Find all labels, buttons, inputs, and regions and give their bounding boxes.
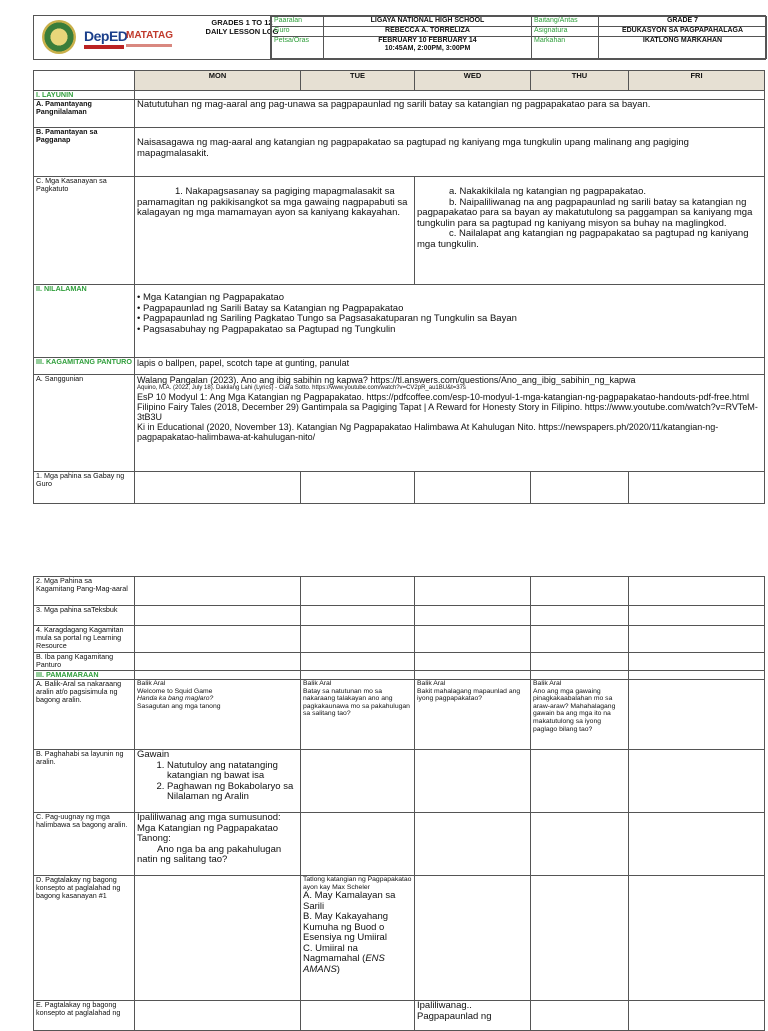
kasanayan-label: C. Mga Kasanayan sa Pagkatuto (34, 177, 135, 285)
nilalaman-item: • Mga Katangian ng Pagpapakatao (137, 292, 284, 303)
gabay-fri (629, 472, 765, 504)
blank-corner (34, 71, 135, 91)
header-info-grid (270, 16, 766, 59)
day-fri: FRI (629, 71, 765, 91)
baitang-value: GRADE 7 (599, 17, 767, 27)
nilalaman-list-cell (135, 285, 765, 358)
kasanayan-a: a. Nakakikilala ng katangian ng pagpapakatao. (449, 186, 647, 197)
petsa-times: 10:45AM, 2:00PM, 3:00PM (384, 45, 471, 53)
nilalaman-item: • Pagpapaunlad ng Sarili Batay sa Katangian ng Pagpapakatao (137, 302, 404, 314)
balik-aral-wed: Balik Aral Bakit mahalagang mapaunlad ang iyong pagpapakatao? (415, 680, 531, 750)
logo-area (34, 16, 178, 59)
grades-label: GRADES 1 TO 12 (211, 18, 273, 27)
balik-aral-label: A. Balik-Aral sa nakaraang aralin at/o pagsisimula ng bagong aralin. (34, 680, 135, 750)
kagamitang-pang-mag-aaral-label: 2. Mga Pahina sa Kagamitang Pang-Mag-aaral (34, 577, 135, 606)
pagtalakay-2-wed: Ipaliliwanag.. Pagpapaunlad ng (415, 1001, 531, 1031)
pagtalakay-1-label: D. Pagtalakay ng bagong konsepto at paglalahad ng bagong kasanayan #1 (34, 876, 135, 1001)
reference-item: Walang Pangalan (2023). Ano ang ibig sabihin ng kapwa? https://tl.answers.com/questions/Ano_ang_ibig_sabihin_ng_kapwa (137, 375, 636, 385)
paghahabi-mon: Gawain 1. Natutuloy ang natatanging katangian ng bawat isa 2. Paghawan ng Bokabolaryo sa Nilalaman ng Aralin (135, 750, 301, 813)
kasanayan-b: b. Naipaliliwanag na ang pagpapaunlad ng sarili batay sa katangian ng pagpapakatao para sa bayan ay makatutulong sa paggampan sa kaniyang mga tungkulin para sa pagtupad ng kaniyang misyon sa buhay na maglingkod. (417, 196, 753, 229)
lesson-log-table-page2 (33, 576, 765, 1031)
kasanayan-right (415, 177, 765, 285)
day-mon: MON (135, 71, 301, 91)
gabay-wed (415, 472, 531, 504)
balik-aral-thu: Balik Aral Ano ang mga gawaing pinagkakaabalahan mo sa araw-araw? Mahahalagang gawain ba ang mga ito na makatutulong sa iyong paglago bilang tao? (531, 680, 629, 750)
day-tue: TUE (301, 71, 415, 91)
layunin-blank (135, 91, 765, 100)
gabay-tue (301, 472, 415, 504)
sanggunian-refs (135, 375, 765, 472)
lesson-log-header (33, 15, 766, 60)
paaralan-label: Paaralan (272, 17, 324, 27)
pag-uugnay-label: C. Pag-uugnay ng mga halimbawa sa bagong aralin. (34, 813, 135, 876)
balik-aral-mon: Balik Aral Welcome to Squid Game Handa ka bang maglaro? Sasagutan ang mga tanong (135, 680, 301, 750)
guro-value: REBECCA A. TORRELIZA (324, 27, 532, 37)
gabay-mon (135, 472, 301, 504)
balik-aral-fri (629, 680, 765, 750)
kagamitan-materials: lapis o ballpen, papel, scotch tape at gunting, panulat (135, 358, 765, 375)
guro-label: Guro (272, 27, 324, 37)
teksbuk-label: 3. Mga pahina saTeksbuk (34, 606, 135, 626)
balik-aral-tue: Balik Aral Batay sa natutunan mo sa nakaraang talakayan ano ang pagkakaunawa mo sa pakahulugan sa salitang tao? (301, 680, 415, 750)
matatag-underline (126, 44, 172, 47)
gabay-guro-label: 1. Mga pahina sa Gabay ng Guro (34, 472, 135, 504)
reference-item: Filipino Fairy Tales (2018, December 29) Gantimpala sa Pagiging Tapat | A Reward for Honesty Story in Filipino. https://www.youtube.com/watch?v=RVTeM-3tB3U (137, 402, 758, 422)
petsa-value (324, 37, 532, 59)
pagtalakay-1-tue: Tatlong katangian ng Pagpapakatao ayon kay Max Scheler A. May Kamalayan sa Sarili B. May Kakayahang Kumuha ng Buod o Esensiya ng Umiiral C. Umiiral na Nagmamahal (ENS AMANS) (301, 876, 415, 1001)
baitang-label: Baitang/Antas (532, 17, 599, 27)
layunin-section: I. LAYUNIN (34, 91, 135, 100)
reference-item: EsP 10 Modyul 1: Ang Mga Katangian ng Pagpapakatao. https://pdfcoffee.com/esp-10-modyul-1-mga-katangian-ng-pagpapakatao-handouts-pdf-free.html (137, 392, 750, 402)
nilalaman-item: • Pagpapaunlad ng Sariling Pagkatao Tungo sa Pagsasakatuparan ng Tungkulin sa Bayan (137, 313, 517, 324)
pamamaraan-section: III. PAMAMARAAN (34, 671, 135, 680)
markahan-value: IKATLONG MARKAHAN (599, 37, 767, 59)
pamantayan-pagganap-text: Naisasagawa ng mag-aaral ang katangian ng pagpapakatao sa pagtupad ng kaniyang mga tungkulin upang malinang ang pagiging mapagmalasakit. (135, 128, 765, 177)
pagtalakay-2-label: E. Pagtalakay ng bagong konsepto at paglalahad ng (34, 1001, 135, 1031)
asignatura-label: Asignatura (532, 27, 599, 37)
kasanayan-c: c. Nailalapat ang katangian ng pagpapakatao sa pagtupad ng kaniyang mga tungkulin. (417, 228, 749, 250)
reference-item: Ki in Educational (2020, November 13). Katangian Ng Pagpapakatao Halimbawa At Kahulugan Nito. https://newspapers.ph/2020/11/katangian-ng-pagpapakatao-halimbawa-at-kahulugan-nito/ (137, 422, 719, 442)
deped-underline (84, 45, 124, 49)
day-thu: THU (531, 71, 629, 91)
kagamitan-section: III. KAGAMITANG PANTURO (34, 358, 135, 375)
dll-label: DAILY LESSON LOG (205, 27, 279, 36)
nilalaman-item: • Pagsasabuhay ng Pagpapakatao sa Pagtupad ng Tungkulin (137, 323, 396, 335)
pamantayan-pagganap-label: B. Pamantayan sa Pagganap (34, 128, 135, 177)
iba-pang-kagamitan-label: B. Iba pang Kagamitang Panturo (34, 653, 135, 671)
day-wed: WED (415, 71, 531, 91)
petsa-dates: FEBRUARY 10 FEBRUARY 14 (378, 37, 477, 45)
paaralan-value: LIGAYA NATIONAL HIGH SCHOOL (324, 17, 532, 27)
matatag-logo: MATATAG (126, 30, 174, 41)
pamantayang-pangnilalaman-label: A. Pamantayang Pangnilalaman (34, 100, 135, 128)
school-seal-icon (42, 20, 76, 54)
gabay-thu (531, 472, 629, 504)
learning-resource-label: 4. Karagdagang Kagamitan mula sa portal ng Learning Resource (34, 626, 135, 653)
markahan-label: Markahan (532, 37, 599, 59)
deped-logo: DepED (84, 28, 128, 44)
asignatura-value: EDUKASYON SA PAGPAPAHALAGA (599, 27, 767, 37)
sanggunian-label: A. Sanggunian (34, 375, 135, 472)
kasanayan-left: 1. Nakapagsasanay sa pagiging mapagmalasakit sa pamamagitan ng pakikisangkot sa mga gawaing nagpapabuti sa kalagayan ng mga mamamayan ayon sa kaniyang kakayahan. (135, 177, 415, 285)
petsa-label: Petsa/Oras (272, 37, 324, 59)
lesson-log-table (33, 70, 765, 504)
paghahabi-label: B. Paghahabi sa layunin ng aralin. (34, 750, 135, 813)
pag-uugnay-mon: Ipaliliwanag ang mga sumusunod: Mga Katangian ng Pagpapakatao Tanong: Ano nga ba ang pakahulugan natin ng salitang tao? (135, 813, 301, 876)
reference-item: Aquino, M.A. (2022, July 18). Dakilang Lahi (Lyrics) - Ciara Sotto. https://www.youtube.com/watch?v=CV2pR_au1BU&t=37s (137, 385, 466, 391)
nilalaman-section: II. NILALAMAN (34, 285, 135, 358)
pamantayang-pangnilalaman-text: Natututuhan ng mag-aaral ang pag-unawa sa pagpapaunlad ng sarili batay sa katangian ng pagpapakatao para sa bayan. (135, 100, 765, 128)
